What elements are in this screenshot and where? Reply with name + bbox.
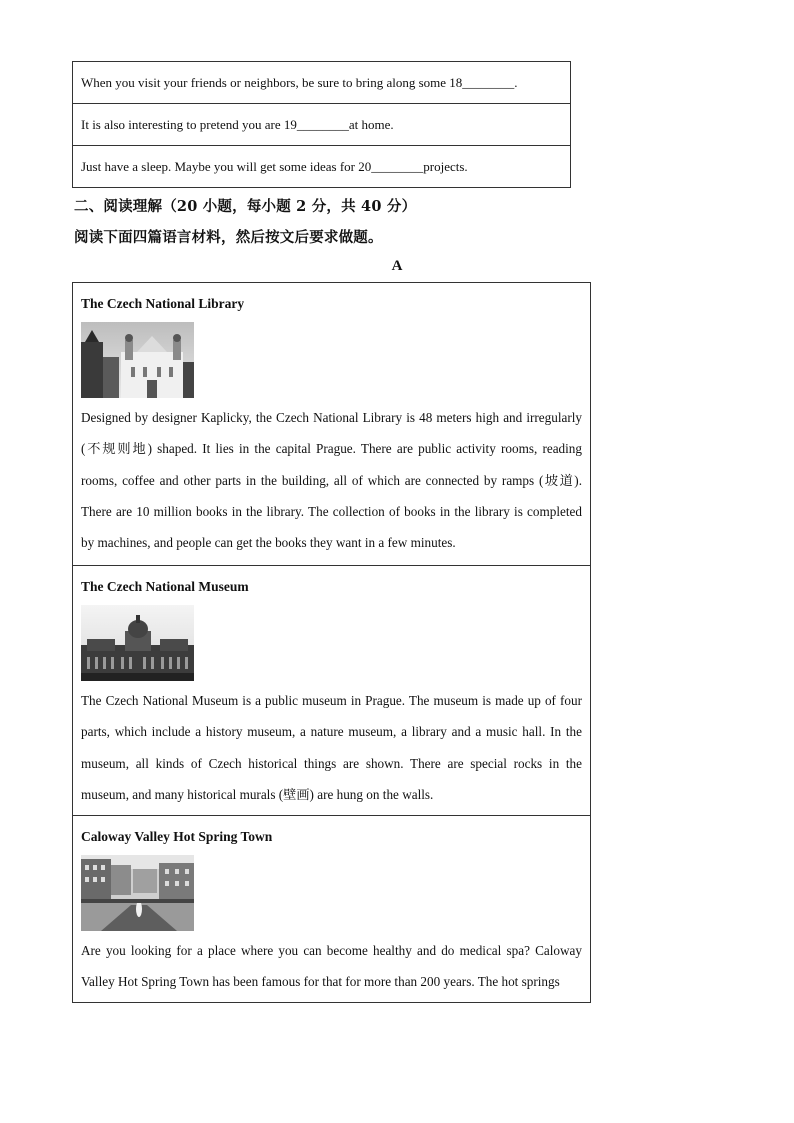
section-instruction: 阅读下面四篇语言材料，然后按文后要求做题。 — [74, 229, 383, 246]
part-label: A — [391, 258, 403, 274]
table-row — [73, 146, 571, 188]
passage-block-museum — [73, 565, 590, 815]
block-text: Designed by designer Kaplicky, the Czech National Library is 48 meters high and irregularly (不规则地) shaped. It lies in the capital Prague. There are public activity rooms, reading rooms, coffee and other parts in the building, all of which are connected by ramps (坡道). There are 10 million books in the library. The collection of books in the library is completed by machines, and people can get the books they want in a few minutes. — [81, 410, 582, 551]
passage-block-hot-spring — [73, 815, 590, 1002]
library-photo — [81, 322, 194, 398]
passage-block-library — [73, 283, 590, 565]
fill-in-table — [72, 61, 571, 188]
block-title: The Czech National Library — [81, 296, 245, 311]
section-heading: 二、阅读理解（20 小题，每小题 2 分，共 40 分） — [74, 198, 417, 215]
museum-photo — [81, 605, 194, 681]
block-title: The Czech National Museum — [81, 579, 249, 594]
table-cell: When you visit your friends or neighbors, be sure to bring along some 18________. — [73, 62, 571, 104]
block-text: Are you looking for a place where you can become healthy and do medical spa? Caloway Valley Hot Spring Town has been famous for that for more than 200 years. The hot springs — [81, 943, 582, 990]
block-text: The Czech National Museum is a public museum in Prague. The museum is made up of four parts, which include a history museum, a nature museum, a library and a music hall. In the museum, all kinds of Czech historical things are shown. There are special rocks in the museum, and many historical murals (壁画) are hung on the walls. — [81, 693, 582, 802]
table-cell: It is also interesting to pretend you are 19________at home. — [73, 104, 571, 146]
table-cell: Just have a sleep. Maybe you will get some ideas for 20________projects. — [73, 146, 571, 188]
table-row — [73, 104, 571, 146]
hot-spring-town-photo — [81, 855, 194, 931]
table-row — [73, 62, 571, 104]
passage-a-table — [72, 282, 591, 1003]
block-title: Caloway Valley Hot Spring Town — [81, 829, 273, 844]
